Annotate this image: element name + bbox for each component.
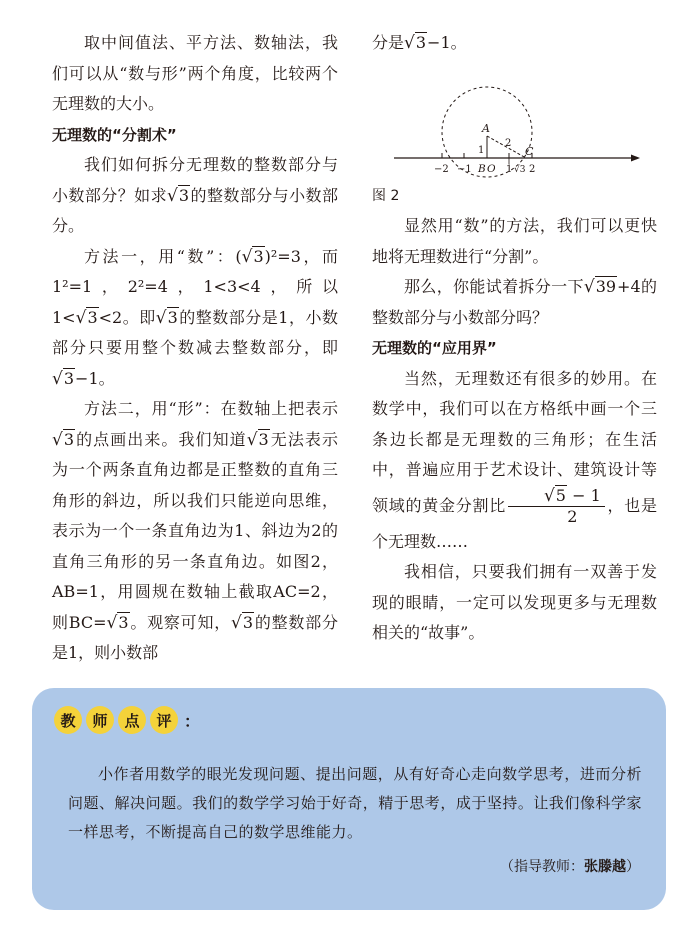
- teacher-comment-badge: [54, 706, 200, 734]
- right-column: [372, 28, 657, 649]
- paragraph-continued: 分是√3−1。: [372, 33, 467, 53]
- sqrt-3: √3: [52, 368, 75, 389]
- section-heading-split: 无理数的“分割术”: [52, 125, 177, 144]
- paragraph-question: 我们如何拆分无理数的整数部分与小数部分？如求√3的整数部分与小数部分。: [52, 155, 338, 235]
- sqrt-3: √3: [155, 307, 178, 328]
- badge-char: 师: [86, 706, 114, 734]
- axis-arrow-icon: [631, 154, 640, 161]
- paragraph-method-one: 方法一，用“数”：(√3)²=3，而1²=1，2²=4，1<3<4，所以 1<√3<2。即√3的整数部分是1，小数部分只要用整个数减去整数部分，即√3−1。: [52, 246, 338, 389]
- sqrt-3: √3: [231, 612, 254, 633]
- badge-char: 评: [150, 706, 178, 734]
- label-ac-length: 2: [505, 137, 512, 149]
- figure-number-line: [372, 61, 657, 181]
- teacher-name: 张滕越: [584, 859, 626, 875]
- label-ab-length: 1: [478, 144, 485, 156]
- sqrt-3: √3: [106, 612, 129, 633]
- label-c: C: [525, 144, 534, 158]
- paragraph-method-two: 方法二，用“形”：在数轴上把表示√3的点画出来。我们知道√3无法表示为一个两条直角边都是正整数的直角三角形的斜边，所以我们只能逆向思维，表示为一个一条直角边为1、斜边为2的直角三角形的另一条直角边。如图2，AB=1，用圆规在数轴上截取AC=2，则BC=√3。观察可知，√3的整数部分是1，则小数部: [52, 399, 338, 662]
- tick-label-1: 1: [506, 163, 513, 175]
- sqrt-39: √39: [583, 277, 617, 297]
- teacher-comment-text: 小作者用数学的眼光发现问题、提出问题，从有好奇心走向数学思考，进而分析问题、解决问题。我们的数学学习始于好奇，精于思考，成于坚持。让我们像科学家一样思考，不断提高自己的数学思维能力。: [68, 765, 642, 841]
- section-heading-application: 无理数的“应用界”: [372, 339, 497, 357]
- tick-label-minus-2: −2: [434, 163, 449, 175]
- paragraph-intro: 取中间值法、平方法、数轴法，我们可以从“数与形”两个角度，比较两个无理数的大小。: [52, 33, 338, 113]
- sqrt-3: √3: [241, 246, 264, 267]
- tick-label-minus-1: −1: [457, 163, 472, 175]
- sqrt-3: √3: [167, 185, 190, 206]
- teacher-comment-panel: [32, 688, 666, 910]
- paragraph-closing: 我相信，只要我们拥有一双善于发现的眼睛，一定可以发现更多与无理数相关的“故事”。: [372, 562, 657, 642]
- number-line-diagram: [372, 61, 657, 181]
- left-column: [52, 28, 338, 669]
- paragraph-applications: 当然，无理数还有很多的妙用。在数学中，我们可以在方格纸中画一个三条边长都是无理数的三角形；在生活中，普遍应用于艺术设计、建筑设计等领域的黄金分割比 $\frac{√5 - 1}{2}$ ，也是个无理数……: [372, 368, 657, 551]
- figure-caption: 图 2: [372, 187, 400, 204]
- badge-char: 点: [118, 706, 146, 734]
- label-bc-length: √3: [514, 164, 526, 175]
- paragraph-challenge: 那么，你能试着拆分一下√39+4的整数部分与小数部分吗？: [372, 277, 657, 327]
- sqrt-3: √3: [52, 429, 75, 450]
- badge-colon: ：: [184, 711, 201, 731]
- sqrt-3: √3: [75, 307, 98, 328]
- label-a: A: [482, 121, 490, 135]
- tick-label-2: 2: [529, 163, 536, 175]
- label-o: O: [487, 162, 496, 175]
- teacher-signature: （指导教师：张滕越）: [500, 859, 640, 875]
- paragraph-faster: 显然用“数”的方法，我们可以更快地将无理数进行“分割”。: [372, 216, 657, 266]
- sqrt-3: √3: [246, 429, 269, 450]
- golden-ratio-fraction: $\frac{√5 - 1}{2}$: [508, 486, 605, 527]
- sqrt-3: √3: [404, 33, 427, 53]
- badge-char: 教: [54, 706, 82, 734]
- label-b: B: [478, 162, 486, 175]
- sqrt-5: √5: [543, 485, 566, 506]
